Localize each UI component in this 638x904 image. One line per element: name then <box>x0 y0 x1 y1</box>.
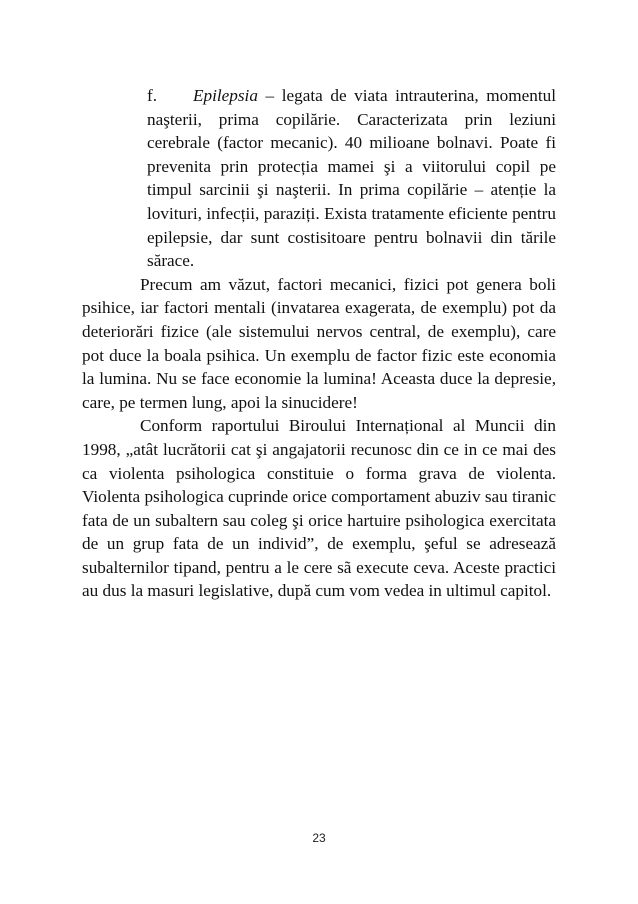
list-item-epilepsia <box>147 84 556 273</box>
list-item-text: – legata de viata intrauterina, momentul naşterii, prima copilărie. Caracterizata prin leziuni cerebrale (factor mecanic). 40 milioane bolnavi. Poate fi prevenita prin protecția mamei şi a viitorului copil pe timpul sarcinii şi naşterii. In prima copilărie – atenție la lovituri, infecții, paraziți. Exista tratamente eficiente pentru epilepsie, dar sunt costisitoare pentru bolnavii din tările sărace. <box>147 86 556 271</box>
list-marker: f. <box>147 86 158 105</box>
list-term: Epilepsia <box>193 86 258 105</box>
page-body <box>82 84 556 603</box>
page-number: 23 <box>312 831 326 845</box>
paragraph-ilo-report: Conform raportului Biroului Internațional al Muncii din 1998, „atât lucrătorii cat şi angajatorii recunosc din ce in ce mai des ca violenta psihologica constituie o forma grava de violenta. Violenta psihologica cuprinde orice comportament abuziv sau tiranic fata de un subaltern sau coleg şi orice hartuire psihologica exercitata de un grup fata de un individ”, de exemplu, şeful se adresează subalternilor tipand, pentru a le cere sã execute ceva. Aceste practici au dus la masuri legislative, după cum vom vedea in ultimul capitol. <box>82 416 556 601</box>
paragraph-factors: Precum am văzut, factori mecanici, fizici pot genera boli psihice, iar factori mentali (invatarea exagerata, de exemplu) pot da deteriorări fizice (ale sistemului nervos central, de exemplu), care pot duce la boala psihica. Un exemplu de factor fizic este economia la lumina. Nu se face economie la lumina! Aceasta duce la depresie, care, pe termen lung, apoi la sinucidere! <box>82 274 556 412</box>
